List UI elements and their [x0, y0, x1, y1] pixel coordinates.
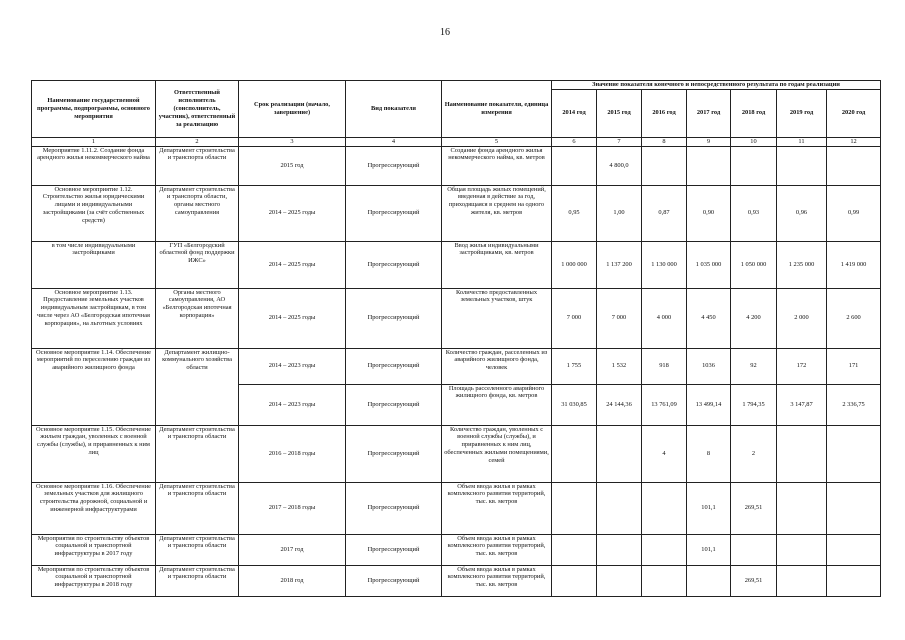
value-cell: 1 130 000: [642, 241, 687, 288]
value-cell: [777, 425, 827, 482]
header-year: 2017 год: [687, 89, 731, 137]
program-cell: в том числе индивидуальными застройщиками: [32, 241, 156, 288]
value-cell: 1 419 000: [827, 241, 881, 288]
executor-cell: Департамент строительства и транспорта области: [156, 534, 239, 565]
value-cell: [827, 534, 881, 565]
column-numbers-row: [32, 137, 881, 146]
table-body: [32, 146, 881, 596]
value-cell: 24 144,36: [597, 384, 642, 425]
column-number: 4: [346, 137, 442, 146]
indicator-cell: Количество граждан, уволенных с военной службы (службы), и приравненных к ним лиц, обеспеченных жилыми помещениями, семей: [442, 425, 552, 482]
program-cell: Мероприятия по строительству объектов социальной и транспортной инфраструктуры в 2017 году: [32, 534, 156, 565]
program-cell: Мероприятия по строительству объектов социальной и транспортной инфраструктуры в 2018 году: [32, 565, 156, 596]
value-cell: [687, 146, 731, 185]
program-cell: Основное мероприятие 1.14. Обеспечение мероприятий по переселению граждан из аварийного жилищного фонда: [32, 348, 156, 425]
executor-cell: Департамент строительства и транспорта области: [156, 482, 239, 534]
value-cell: 4 200: [731, 288, 777, 348]
table-row: [32, 482, 881, 534]
value-cell: [597, 482, 642, 534]
value-cell: 1 532: [597, 348, 642, 384]
value-cell: [552, 425, 597, 482]
value-cell: 0,96: [777, 185, 827, 241]
column-number: 5: [442, 137, 552, 146]
value-cell: 101,1: [687, 534, 731, 565]
table-row: [32, 425, 881, 482]
indicator-cell: Количество предоставленных земельных участков, штук: [442, 288, 552, 348]
value-cell: 171: [827, 348, 881, 384]
header-year: 2014 год: [552, 89, 597, 137]
period-cell: 2018 год: [239, 565, 346, 596]
page-number: 16: [440, 27, 450, 38]
value-cell: 4 450: [687, 288, 731, 348]
column-number: 7: [597, 137, 642, 146]
table-row: [32, 146, 881, 185]
value-cell: 1 794,35: [731, 384, 777, 425]
value-cell: 1 050 000: [731, 241, 777, 288]
value-cell: [731, 534, 777, 565]
kind-cell: Прогрессирующий: [346, 348, 442, 384]
column-number: 2: [156, 137, 239, 146]
value-cell: 0,99: [827, 185, 881, 241]
kind-cell: Прогрессирующий: [346, 288, 442, 348]
value-cell: 2 000: [777, 288, 827, 348]
value-cell: 13 761,09: [642, 384, 687, 425]
value-cell: [552, 482, 597, 534]
period-cell: 2014 – 2025 годы: [239, 288, 346, 348]
table-row: [32, 348, 881, 384]
table-row: [32, 534, 881, 565]
header-indicator: Наименование показателя, единица измерения: [442, 81, 552, 138]
executor-cell: Департамент строительства и транспорта области: [156, 146, 239, 185]
value-cell: 269,51: [731, 482, 777, 534]
value-cell: [642, 565, 687, 596]
value-cell: [827, 482, 881, 534]
executor-cell: ГУП «Белгородский областной фонд поддержки ИЖС»: [156, 241, 239, 288]
kind-cell: Прогрессирующий: [346, 482, 442, 534]
kind-cell: Прогрессирующий: [346, 534, 442, 565]
program-cell: Основное мероприятие 1.12. Строительство жилья юридическими лицами и индивидуальными застройщиками (за счёт собственных средств): [32, 185, 156, 241]
value-cell: 1 235 000: [777, 241, 827, 288]
value-cell: 918: [642, 348, 687, 384]
header-kind: Вид показателя: [346, 81, 442, 138]
executor-cell: Департамент жилищно-коммунального хозяйства области: [156, 348, 239, 425]
value-cell: [777, 146, 827, 185]
value-cell: 101,1: [687, 482, 731, 534]
value-cell: 0,95: [552, 185, 597, 241]
value-cell: 2: [731, 425, 777, 482]
value-cell: 4 000: [642, 288, 687, 348]
indicator-cell: Объем ввода жилья в рамках комплексного развития территорий, тыс. кв. метров: [442, 482, 552, 534]
value-cell: 2 336,75: [827, 384, 881, 425]
header-year: 2015 год: [597, 89, 642, 137]
value-cell: [552, 146, 597, 185]
value-cell: 7 000: [597, 288, 642, 348]
value-cell: 269,51: [731, 565, 777, 596]
column-number: 8: [642, 137, 687, 146]
column-number: 10: [731, 137, 777, 146]
header-executor: Ответственный исполнитель (соисполнитель, участник), ответственный за реализацию: [156, 81, 239, 138]
value-cell: [687, 565, 731, 596]
value-cell: [731, 146, 777, 185]
value-cell: [827, 146, 881, 185]
value-cell: [827, 565, 881, 596]
header-year: 2020 год: [827, 89, 881, 137]
value-cell: 31 030,85: [552, 384, 597, 425]
value-cell: [642, 146, 687, 185]
table-row: [32, 241, 881, 288]
program-cell: Основное мероприятие 1.13. Предоставление земельных участков индивидуальным застройщикам, в том числе через АО «Белгородская ипотечная корпорация», на льготных условиях: [32, 288, 156, 348]
table-header: [32, 81, 881, 147]
value-cell: 1 000 000: [552, 241, 597, 288]
header-years-group: Значение показателя конечного и непосредственного результата по годам реализации: [552, 81, 881, 90]
executor-cell: Департамент строительства и транспорта области: [156, 565, 239, 596]
value-cell: 92: [731, 348, 777, 384]
period-cell: 2017 – 2018 годы: [239, 482, 346, 534]
period-cell: 2014 – 2025 годы: [239, 241, 346, 288]
value-cell: [777, 565, 827, 596]
value-cell: 1,00: [597, 185, 642, 241]
header-year: 2018 год: [731, 89, 777, 137]
value-cell: [777, 482, 827, 534]
kind-cell: Прогрессирующий: [346, 241, 442, 288]
period-cell: 2016 – 2018 годы: [239, 425, 346, 482]
value-cell: [597, 565, 642, 596]
value-cell: 4 800,0: [597, 146, 642, 185]
value-cell: 0,87: [642, 185, 687, 241]
value-cell: 8: [687, 425, 731, 482]
value-cell: [552, 534, 597, 565]
column-number: 6: [552, 137, 597, 146]
value-cell: [642, 534, 687, 565]
header-period: Срок реализации (начало, завершение): [239, 81, 346, 138]
indicator-cell: Общая площадь жилых помещений, введенная в действие за год, приходящаяся в среднем на одного жителя, кв. метров: [442, 185, 552, 241]
period-cell: 2017 год: [239, 534, 346, 565]
kind-cell: Прогрессирующий: [346, 384, 442, 425]
value-cell: 13 499,14: [687, 384, 731, 425]
value-cell: 1 755: [552, 348, 597, 384]
value-cell: 3 147,87: [777, 384, 827, 425]
program-cell: Мероприятие 1.11.2. Создание фонда арендного жилья некоммерческого найма: [32, 146, 156, 185]
column-number: 12: [827, 137, 881, 146]
indicator-cell: Объем ввода жилья в рамках комплексного развития территорий, тыс. кв. метров: [442, 565, 552, 596]
indicator-cell: Ввод жилья индивидуальными застройщиками, кв. метров: [442, 241, 552, 288]
program-cell: Основное мероприятие 1.15. Обеспечение жильем граждан, уволенных с военной службы (службы), и приравненных к ним лиц: [32, 425, 156, 482]
column-number: 11: [777, 137, 827, 146]
period-cell: 2014 – 2025 годы: [239, 185, 346, 241]
indicators-table: [31, 80, 881, 597]
value-cell: 2 600: [827, 288, 881, 348]
value-cell: [777, 534, 827, 565]
executor-cell: Департамент строительства и транспорта области, органы местного самоуправления: [156, 185, 239, 241]
table-row: [32, 565, 881, 596]
kind-cell: Прогрессирующий: [346, 425, 442, 482]
value-cell: [827, 425, 881, 482]
period-cell: 2014 – 2023 годы: [239, 348, 346, 384]
program-cell: Основное мероприятие 1.16. Обеспечение земельных участков для жилищного строительства дорожной, социальной и инженерной инфраструктурами: [32, 482, 156, 534]
executor-cell: Органы местного самоуправления, АО «Белгородская ипотечная корпорация»: [156, 288, 239, 348]
kind-cell: Прогрессирующий: [346, 146, 442, 185]
header-year: 2016 год: [642, 89, 687, 137]
value-cell: 0,90: [687, 185, 731, 241]
executor-cell: Департамент строительства и транспорта области: [156, 425, 239, 482]
period-cell: 2015 год: [239, 146, 346, 185]
value-cell: 1 137 200: [597, 241, 642, 288]
header-year: 2019 год: [777, 89, 827, 137]
value-cell: [552, 565, 597, 596]
indicator-cell: Количество граждан, расселенных из аварийного жилищного фонда, человек: [442, 348, 552, 384]
column-number: 9: [687, 137, 731, 146]
indicator-cell: Объем ввода жилья в рамках комплексного развития территорий, тыс. кв. метров: [442, 534, 552, 565]
kind-cell: Прогрессирующий: [346, 185, 442, 241]
value-cell: 4: [642, 425, 687, 482]
value-cell: 1 035 000: [687, 241, 731, 288]
indicator-cell: Площадь расселенного аварийного жилищного фонда, кв. метров: [442, 384, 552, 425]
value-cell: [597, 425, 642, 482]
period-cell: 2014 – 2023 годы: [239, 384, 346, 425]
value-cell: 1036: [687, 348, 731, 384]
kind-cell: Прогрессирующий: [346, 565, 442, 596]
table-row: [32, 185, 881, 241]
value-cell: [597, 534, 642, 565]
value-cell: 7 000: [552, 288, 597, 348]
value-cell: 172: [777, 348, 827, 384]
column-number: 1: [32, 137, 156, 146]
column-number: 3: [239, 137, 346, 146]
indicator-cell: Создание фонда арендного жилья некоммерческого найма, кв. метров: [442, 146, 552, 185]
header-program: Наименование государственной программы, подпрограммы, основного мероприятия: [32, 81, 156, 138]
value-cell: [642, 482, 687, 534]
table-row: [32, 288, 881, 348]
value-cell: 0,93: [731, 185, 777, 241]
